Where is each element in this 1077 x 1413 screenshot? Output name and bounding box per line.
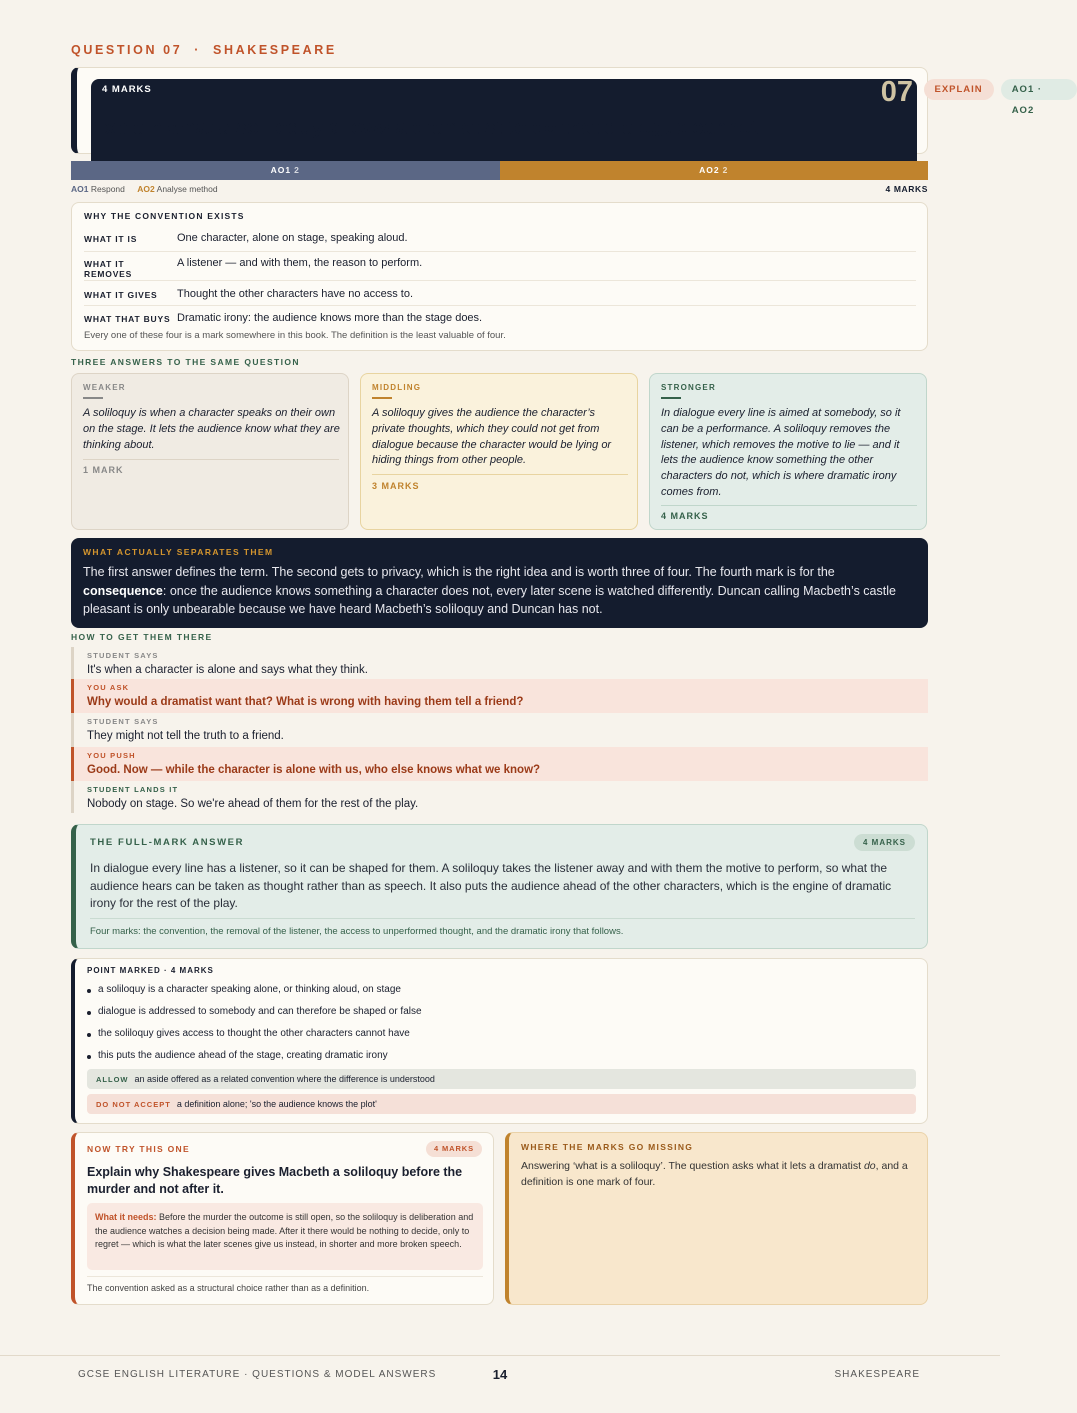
divider (87, 1276, 483, 1277)
question-number: 07 (880, 76, 913, 108)
footer-book-title: GCSE ENGLISH LITERATURE · QUESTIONS & MODEL ANSWERS (78, 1369, 437, 1380)
points-list (87, 984, 422, 1072)
points-heading: POINT MARKED · 4 MARKS (87, 966, 214, 975)
answer-text: In dialogue every line is aimed at somebody, so it can be a performance. A soliloquy removes the listener, which removes the motive to lie — and it lets the audience know something the other characters do not, which is where dramatic irony comes from. (661, 407, 901, 498)
emphasis-do: do (863, 1160, 876, 1172)
allow-note (87, 1069, 916, 1089)
needs-text: Before the murder the outcome is still open, so the soliloquy is deliberation and the audience watches a decision being made. After it there would be nothing to decide, only to regret — which is what the later scenes give us instead, in shorter and more broken speech. (95, 1212, 474, 1249)
ao1-segment-label: AO1 (270, 165, 292, 175)
convention-key: WHAT THAT BUYS (84, 314, 171, 324)
convention-row (84, 288, 916, 306)
marks-pill: 4 MARKS (426, 1141, 482, 1157)
answer-card-stronger (649, 373, 927, 530)
footer-section: SHAKESPEARE (834, 1369, 920, 1380)
dialogue-line: Nobody on stage. So we're ahead of them for the rest of the play. (87, 798, 419, 810)
accent-rule (83, 397, 103, 399)
practice-heading: NOW TRY THIS ONE (87, 1144, 190, 1154)
ao-mark-bar (71, 161, 928, 180)
dialogue-turn-student (71, 647, 928, 679)
speaker-label: STUDENT SAYS (87, 717, 159, 726)
list-item: dialogue is addressed to somebody and can therefore be shaped or false (87, 1006, 422, 1028)
answer-card-middling (360, 373, 638, 530)
convention-key: WHAT IT IS (84, 234, 138, 244)
ao2-segment (500, 161, 929, 180)
list-item: a soliloquy is a character speaking alone, or thinking aloud, on stage (87, 984, 422, 1006)
allow-text: an aside offered as a related convention where the difference is understood (134, 1074, 435, 1084)
answer-text: A soliloquy is when a character speaks on their own on the stage. It lets the audience know what they are thinking about. (83, 407, 340, 451)
question-text: Explain what a soliloquy allows a dramatist to do that dialogue cannot. (91, 117, 764, 139)
answer-marks: 3 MARKS (372, 481, 420, 491)
speaker-label: STUDENT LANDS IT (87, 785, 179, 794)
command-word-pill: EXPLAIN (924, 79, 994, 100)
ao1-legend-code: AO1 (71, 184, 89, 194)
practice-question-text: Explain why Shakespeare gives Macbeth a soliloquy before the murder and not after it. (87, 1165, 463, 1196)
section-eyebrow (71, 43, 337, 57)
dialogue-turn-student (71, 713, 928, 747)
eyebrow-separator: · (194, 43, 202, 57)
separates-panel (71, 538, 928, 628)
list-item: this puts the audience ahead of the stage, creating dramatic irony (87, 1050, 422, 1072)
answer-level: MIDDLING (372, 383, 422, 392)
divider (90, 918, 915, 919)
convention-key: WHAT IT GIVES (84, 290, 158, 300)
full-mark-footnote: Four marks: the convention, the removal of the listener, the access to unperformed thought, and the dramatic irony that follows. (90, 926, 624, 937)
needs-label: What it needs: (95, 1212, 157, 1222)
dialogue-line: They might not tell the truth to a friend. (87, 730, 284, 742)
teaching-dialogue (71, 647, 928, 813)
ao-legend (71, 184, 928, 194)
practice-footnote: The convention asked as a structural choice rather than as a definition. (87, 1283, 370, 1293)
accent-rule (372, 397, 392, 399)
ao2-segment-marks: 2 (722, 165, 729, 175)
convention-table (71, 202, 928, 351)
page-footer (0, 1355, 1000, 1413)
mark-scheme-points (71, 958, 928, 1124)
practice-question (71, 1132, 494, 1305)
what-it-needs-box (87, 1203, 483, 1270)
accent-rule (661, 397, 681, 399)
ao1-segment-marks: 2 (294, 165, 300, 175)
separates-heading: WHAT ACTUALLY SEPARATES THEM (83, 547, 274, 557)
page-number: 14 (492, 1367, 508, 1382)
marks-pill: 4 MARKS (854, 834, 915, 851)
full-mark-answer (71, 824, 928, 949)
emphasis-consequence: consequence (83, 583, 163, 598)
answer-card-weaker (71, 373, 349, 530)
ao1-legend-desc: Respond (90, 184, 125, 194)
dialogue-turn-teacher (71, 679, 928, 713)
answers-heading: THREE ANSWERS TO THE SAME QUESTION (71, 357, 300, 367)
eyebrow-question: QUESTION 07 (71, 43, 183, 57)
speaker-label: STUDENT SAYS (87, 651, 159, 660)
convention-value: Thought the other characters have no access to. (177, 288, 414, 300)
speaker-label: YOU ASK (87, 683, 130, 692)
ao2-legend-code: AO2 (137, 184, 155, 194)
convention-row (84, 257, 916, 281)
answer-text: A soliloquy gives the audience the character’s private thoughts, which they could not get from dialogue because the character would be lying or hiding things from other people. (372, 407, 612, 467)
convention-key: WHAT IT REMOVES (84, 259, 133, 279)
answer-marks: 4 MARKS (661, 511, 709, 521)
convention-value: Dramatic irony: the audience knows more than the stage does. (177, 312, 483, 324)
do-not-accept-note (87, 1094, 916, 1114)
full-mark-heading: THE FULL-MARK ANSWER (90, 837, 245, 848)
speaker-label: YOU PUSH (87, 751, 136, 760)
total-marks: 4 MARKS (885, 184, 928, 194)
convention-row (84, 312, 916, 326)
convention-heading: WHY THE CONVENTION EXISTS (84, 211, 245, 221)
answer-marks: 1 MARK (83, 465, 124, 475)
marks-missing-panel (505, 1132, 928, 1305)
convention-value: One character, alone on stage, speaking aloud. (177, 232, 408, 244)
convention-footnote: Every one of these four is a mark somewhere in this book. The definition is the least valuable of four. (84, 330, 506, 341)
allow-tag: ALLOW (96, 1075, 129, 1084)
dialogue-line: It's when a character is alone and says what they think. (87, 664, 368, 676)
do-not-accept-tag: DO NOT ACCEPT (96, 1100, 171, 1109)
do-not-accept-text: a definition alone; 'so the audience knows the plot' (176, 1099, 377, 1109)
missing-text: Answering ‘what is a soliloquy’. The question asks what it lets a dramatist do, and a definition is one mark of four. (521, 1160, 908, 1188)
divider (372, 474, 628, 475)
separates-text: The first answer defines the term. The second gets to privacy, which is the right idea and is worth three of four. The fourth mark is for the consequence: once the audience knows something a character does not, every later scene is watched differently. Duncan calling Macbeth’s castle pleasant is only unbearable because we have heard Macbeth’s soliloquy and Duncan has not. (83, 565, 896, 616)
dialogue-line: Why would a dramatist want that? What is wrong with having them tell a friend? (87, 696, 524, 708)
answer-level: WEAKER (83, 383, 126, 392)
full-mark-text: In dialogue every line has a listener, so it can be shaped for them. A soliloquy takes the listener away and with them the motive to perform, so what the audience hears can be taken as thought rather than as speech. It also puts the audience ahead of the other characters, which is the engine of dramatic irony for the rest of the play. (90, 861, 892, 910)
convention-value: A listener — and with them, the reason to perform. (177, 257, 423, 269)
dialogue-turn-student (71, 781, 928, 813)
dialogue-heading: HOW TO GET THEM THERE (71, 632, 213, 642)
divider (83, 459, 339, 460)
question-card (71, 67, 1043, 154)
ao1-segment (71, 161, 500, 180)
list-item: the soliloquy gives access to thought the other characters cannot have (87, 1028, 422, 1050)
ao2-legend-desc: Analyse method (156, 184, 218, 194)
marks-pill: 4 MARKS (91, 79, 917, 169)
eyebrow-topic: SHAKESPEARE (213, 43, 337, 57)
ao2-segment-label: AO2 (699, 165, 720, 175)
convention-row (84, 232, 916, 252)
answer-level: STRONGER (661, 383, 716, 392)
divider (661, 505, 917, 506)
assessment-objective-pill: AO1 · AO2 (1001, 79, 1077, 100)
dialogue-turn-teacher (71, 747, 928, 781)
dialogue-line: Good. Now — while the character is alone with us, who else knows what we know? (87, 764, 541, 776)
missing-heading: WHERE THE MARKS GO MISSING (521, 1142, 694, 1152)
